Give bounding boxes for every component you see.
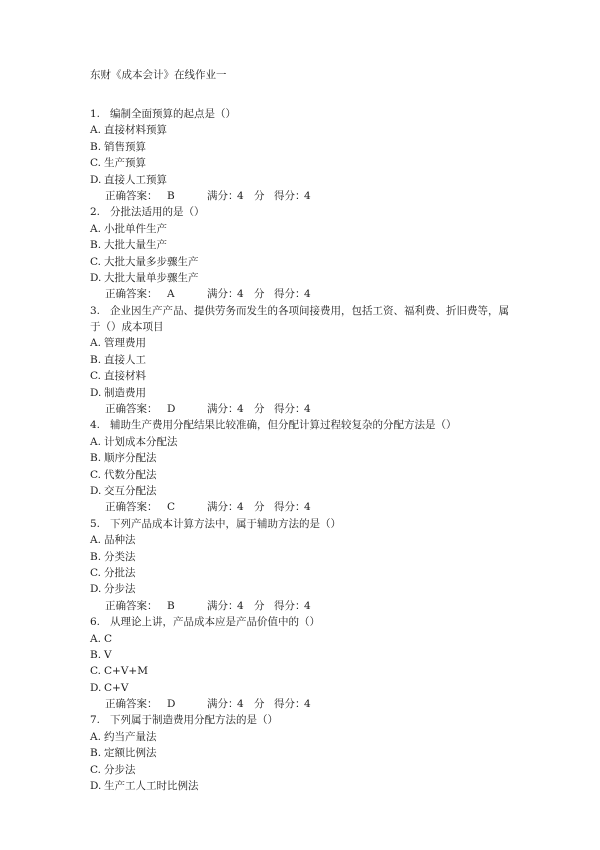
got-score-label: 得分： bbox=[274, 189, 306, 202]
option-text: 大批大量单步骤生产 bbox=[104, 271, 199, 284]
option bbox=[90, 778, 520, 794]
option-letter: A. bbox=[90, 435, 101, 448]
answer-label: 正确答案： bbox=[105, 501, 158, 514]
option-letter: D. bbox=[90, 173, 102, 186]
option bbox=[90, 565, 520, 581]
got-score-label: 得分： bbox=[274, 698, 306, 711]
answer-label: 正确答案： bbox=[105, 698, 158, 711]
option bbox=[90, 631, 520, 647]
option-letter: A. bbox=[90, 124, 101, 137]
full-score-value: 4 bbox=[237, 189, 244, 202]
option bbox=[90, 647, 520, 663]
question-block bbox=[90, 417, 520, 515]
option-text: C+V+M bbox=[104, 665, 148, 678]
score-unit: 分 bbox=[254, 189, 265, 202]
question-number: 3. bbox=[90, 304, 101, 317]
full-score-label: 满分： bbox=[207, 288, 239, 301]
answer-label: 正确答案： bbox=[105, 288, 158, 301]
full-score-value: 4 bbox=[237, 698, 244, 711]
option-letter: C. bbox=[90, 468, 101, 481]
option bbox=[90, 352, 520, 368]
option-text: 品种法 bbox=[104, 534, 136, 547]
question-list bbox=[90, 106, 520, 794]
option-text: 分类法 bbox=[104, 550, 136, 563]
question-stem bbox=[90, 417, 520, 433]
option-text: 交互分配法 bbox=[104, 484, 157, 497]
question-stem bbox=[90, 106, 520, 122]
answer-value: D bbox=[167, 403, 176, 416]
answer-row bbox=[90, 401, 520, 417]
question-block bbox=[90, 106, 520, 204]
question-stem-text: 辅助生产费用分配结果比较准确，但分配计算过程较复杂的分配方法是（） bbox=[110, 419, 457, 432]
got-score-label: 得分： bbox=[274, 288, 306, 301]
option bbox=[90, 549, 520, 565]
option-letter: D. bbox=[90, 386, 102, 399]
question-stem bbox=[90, 303, 520, 319]
option bbox=[90, 745, 520, 761]
answer-row bbox=[90, 286, 520, 302]
option bbox=[90, 483, 520, 499]
option-letter: B. bbox=[90, 452, 102, 465]
option bbox=[90, 762, 520, 778]
option bbox=[90, 122, 520, 138]
full-score-value: 4 bbox=[237, 501, 244, 514]
answer-value: A bbox=[167, 288, 175, 301]
got-score-value: 4 bbox=[304, 501, 311, 514]
question-stem-text: 编制全面预算的起点是（） bbox=[110, 108, 236, 120]
question-number: 1. bbox=[90, 108, 101, 120]
full-score-value: 4 bbox=[237, 599, 244, 612]
option bbox=[90, 155, 520, 171]
score-unit: 分 bbox=[254, 403, 265, 416]
option bbox=[90, 270, 520, 286]
option bbox=[90, 680, 520, 696]
option-text: 代数分配法 bbox=[104, 468, 157, 481]
option-letter: C. bbox=[90, 566, 101, 579]
option-text: 直接人工 bbox=[104, 353, 146, 366]
score-unit: 分 bbox=[254, 288, 265, 301]
question-number: 6. bbox=[90, 616, 101, 629]
option-letter: A. bbox=[90, 632, 101, 645]
option-text: 大批大量多步骤生产 bbox=[104, 255, 199, 268]
answer-row bbox=[90, 598, 520, 614]
option-text: 约当产量法 bbox=[104, 730, 157, 743]
option-letter: A. bbox=[90, 730, 101, 743]
option bbox=[90, 254, 520, 270]
option-letter: B. bbox=[90, 550, 102, 563]
option-letter: D. bbox=[90, 583, 102, 596]
option-text: 直接人工预算 bbox=[104, 173, 167, 186]
option bbox=[90, 237, 520, 253]
answer-value: B bbox=[167, 189, 175, 202]
option-letter: D. bbox=[90, 681, 102, 694]
option bbox=[90, 663, 520, 679]
score-unit: 分 bbox=[254, 698, 265, 711]
question-stem-text: 下列产品成本计算方法中，属于辅助方法的是（） bbox=[110, 517, 341, 530]
option-text: 直接材料预算 bbox=[104, 124, 167, 137]
option-text: 管理费用 bbox=[104, 337, 146, 350]
option-text: 生产预算 bbox=[104, 157, 146, 170]
option-text: 分步法 bbox=[104, 583, 136, 596]
option bbox=[90, 467, 520, 483]
option-letter: B. bbox=[90, 140, 102, 153]
full-score-label: 满分： bbox=[207, 189, 239, 202]
question-stem-text: 分批法适用的是（） bbox=[110, 206, 205, 219]
option bbox=[90, 385, 520, 401]
option-text: 小批单件生产 bbox=[104, 222, 167, 235]
answer-label: 正确答案： bbox=[105, 189, 158, 202]
document-title: 东财《成本会计》在线作业一 bbox=[90, 69, 227, 81]
full-score-label: 满分： bbox=[207, 403, 239, 416]
got-score-label: 得分： bbox=[274, 403, 306, 416]
question-stem bbox=[90, 516, 520, 532]
option-text: 顺序分配法 bbox=[104, 452, 157, 465]
option-text: 分批法 bbox=[104, 566, 136, 579]
option-text: 分步法 bbox=[104, 763, 136, 776]
option bbox=[90, 450, 520, 466]
question-block bbox=[90, 516, 520, 614]
option-text: 生产工人工时比例法 bbox=[104, 780, 199, 793]
option-text: 直接材料 bbox=[104, 370, 146, 383]
option-text: 销售预算 bbox=[104, 140, 146, 153]
question-stem bbox=[90, 319, 520, 335]
got-score-value: 4 bbox=[304, 599, 311, 612]
question-number: 2. bbox=[90, 206, 101, 219]
question-number: 5. bbox=[90, 517, 101, 530]
option-letter: B. bbox=[90, 353, 102, 366]
option bbox=[90, 434, 520, 450]
question-number: 7. bbox=[90, 714, 101, 727]
got-score-value: 4 bbox=[304, 189, 311, 202]
option bbox=[90, 368, 520, 384]
option-text: 计划成本分配法 bbox=[104, 435, 178, 448]
option-letter: C. bbox=[90, 763, 101, 776]
question-stem-text: 企业因生产产品、提供劳务而发生的各项间接费用，包括工资、福利费、折旧费等，属 bbox=[110, 304, 509, 317]
got-score-label: 得分： bbox=[274, 599, 306, 612]
full-score-label: 满分： bbox=[207, 501, 239, 514]
full-score-value: 4 bbox=[237, 288, 244, 301]
answer-value: B bbox=[167, 599, 175, 612]
option-letter: D. bbox=[90, 780, 102, 793]
option bbox=[90, 139, 520, 155]
question-number: 4. bbox=[90, 419, 101, 432]
question-stem-text: 于（）成本项目 bbox=[90, 321, 164, 334]
option-letter: C. bbox=[90, 665, 101, 678]
option-text: 制造费用 bbox=[104, 386, 146, 399]
answer-row bbox=[90, 499, 520, 515]
question-block bbox=[90, 614, 520, 712]
question-stem bbox=[90, 712, 520, 728]
score-unit: 分 bbox=[254, 599, 265, 612]
option-text: 大批大量生产 bbox=[104, 239, 167, 252]
answer-value: C bbox=[167, 501, 176, 514]
option-text: C+V bbox=[104, 681, 129, 694]
option-text: C bbox=[104, 632, 113, 645]
question-stem bbox=[90, 204, 520, 220]
option-text: V bbox=[104, 648, 112, 661]
answer-label: 正确答案： bbox=[105, 403, 158, 416]
option bbox=[90, 335, 520, 351]
option-text: 定额比例法 bbox=[104, 747, 157, 760]
got-score-value: 4 bbox=[304, 698, 311, 711]
option-letter: C. bbox=[90, 370, 101, 383]
option-letter: B. bbox=[90, 239, 102, 252]
question-stem bbox=[90, 614, 520, 630]
question-stem-text: 从理论上讲，产品成本应是产品价值中的（） bbox=[110, 616, 320, 629]
option bbox=[90, 221, 520, 237]
question-stem-text: 下列属于制造费用分配方法的是（） bbox=[110, 714, 278, 727]
question-block bbox=[90, 303, 520, 418]
option-letter: B. bbox=[90, 747, 102, 760]
answer-value: D bbox=[167, 698, 176, 711]
option bbox=[90, 729, 520, 745]
option-letter: A. bbox=[90, 222, 101, 235]
option-letter: B. bbox=[90, 648, 102, 661]
answer-row bbox=[90, 188, 520, 204]
got-score-label: 得分： bbox=[274, 501, 306, 514]
question-block bbox=[90, 712, 520, 794]
option-letter: A. bbox=[90, 534, 101, 547]
option bbox=[90, 172, 520, 188]
answer-row bbox=[90, 696, 520, 712]
option-letter: C. bbox=[90, 157, 101, 170]
option bbox=[90, 581, 520, 597]
option-letter: C. bbox=[90, 255, 101, 268]
full-score-label: 满分： bbox=[207, 599, 239, 612]
question-block bbox=[90, 204, 520, 302]
answer-label: 正确答案： bbox=[105, 599, 158, 612]
option bbox=[90, 532, 520, 548]
option-letter: D. bbox=[90, 271, 102, 284]
got-score-value: 4 bbox=[304, 403, 311, 416]
option-letter: D. bbox=[90, 484, 102, 497]
score-unit: 分 bbox=[254, 501, 265, 514]
full-score-value: 4 bbox=[237, 403, 244, 416]
full-score-label: 满分： bbox=[207, 698, 239, 711]
option-letter: A. bbox=[90, 337, 101, 350]
got-score-value: 4 bbox=[304, 288, 311, 301]
